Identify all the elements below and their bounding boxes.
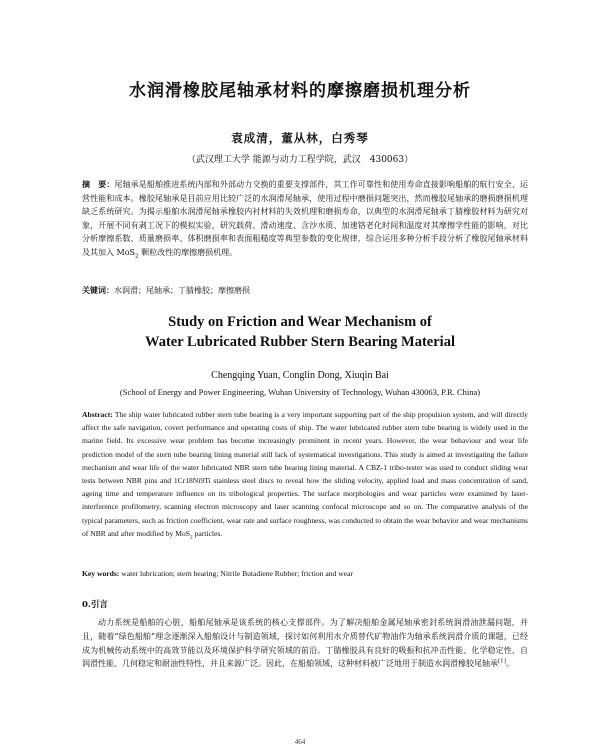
chinese-keywords-label: 关键词：: [82, 285, 114, 295]
english-abstract-subscript: 2: [190, 534, 193, 541]
english-abstract: [82, 408, 528, 540]
citation-reference: [1]: [498, 658, 506, 665]
english-title: [0, 312, 600, 352]
chinese-title: 水润滑橡胶尾轴承材料的摩擦磨损机理分析: [129, 81, 471, 101]
english-abstract-text: The ship water lubricated rubber stern tube bearing is a very important supporting part of the ship propulsion system, and will directly affect the safe navigation, covert performance and operating costs of ship. The water lubricated rubber stern tube bearing is widely used in the marine field. Its excessive wear problem has become increasingly prominent in recent years. However, the wear behaviour and wear life prediction model of the stern tube bearing lining material still lack of systematical investigations. This study is aimed at investigating the failure mechanism and wear life of the water lubricated NBR stern tube bearing lining material. A CBZ-1 tribo-tester was used to conduct sliding wear tests between NBR pins and 1Cr18Ni9Ti stainless steel discs to reveal how the sliding velocity, applied load and mass concentration of sand, ageing time and temperature influence on its tribological properties. The surface morphologies and wear particles were examined by laser-interference profilometry, scanning electron microscopy and laser scanning confocal microscope and so on. The comparative analysis of the typical parameters, such as friction coefficient, wear rate and surface roughness, was conducted to obtain the wear behavior and wear mechanisms of NBR and after modified by MoS: [82, 410, 528, 538]
english-abstract-text-end: particles.: [192, 528, 223, 538]
chinese-keywords-text: 水润滑；尾轴承；丁腈橡胶；摩擦磨损: [114, 286, 250, 295]
introduction-paragraph: [82, 616, 528, 671]
english-keywords-text: water lubrication; stern bearing; Nitrile Butadiene Rubber; friction and wear: [119, 569, 353, 578]
chinese-abstract-subscript: 2: [135, 253, 139, 260]
english-title-line-2: Water Lubricated Rubber Stern Bearing Material: [145, 334, 455, 350]
english-title-line-1: Study on Friction and Wear Mechanism of: [168, 314, 432, 330]
page-number: 464: [294, 738, 306, 746]
chinese-keywords: [82, 284, 528, 297]
section-heading-introduction: 0.引言: [82, 600, 108, 610]
introduction-text-end: 。: [505, 659, 514, 669]
chinese-abstract: [82, 178, 528, 260]
english-abstract-label: Abstract:: [82, 410, 113, 419]
introduction-text: 动力系统是船舶的心脏，船舶尾轴承是该系统的核心支撑部件。为了解决船舶金属尾轴承密封系统润滑油泄漏问题，并且，随着“绿色船舶”理念逐渐深入船舶设计与制造领域，探讨如何利用水介质替代矿物油作为轴承系统润滑介质的课题，已经成为机械传动系统中的高效节能以及环境保护科学研究领域的前沿。丁腈橡胶具有良好的吸振和抗冲击性能、化学稳定性、自润滑性能、几何稳定和耐油性特性，并且来源广泛。因此，在船舶领域，这种材料被广泛地用于制造水润滑橡胶尾轴承: [82, 618, 528, 669]
english-affiliation: (School of Energy and Power Engineering, Wuhan University of Technology, Wuhan 430063, P.R. China): [119, 387, 481, 397]
chinese-abstract-label: 摘 要：: [82, 179, 115, 189]
english-authors: Chengqing Yuan, Conglin Dong, Xiuqin Bai: [211, 370, 389, 381]
chinese-affiliation: （武汉理工大学 能源与动力工程学院，武汉 430063）: [186, 155, 414, 165]
english-keywords: [82, 568, 528, 580]
chinese-abstract-text-end: 颗粒改性的摩擦磨损机理。: [138, 247, 238, 257]
english-keywords-label: Key words:: [82, 569, 120, 578]
chinese-abstract-text: 尾轴承是船舶推进系统内部和外部动力交换的重要支撑部件，其工作可靠性和使用寿命直接影响船舶的航行安全、运营性能和成本。橡胶尾轴承是目前应用比较广泛的水润滑尾轴承，使用过程中磨损问题突出，然而橡胶尾轴承的磨损磨损机理缺乏系统研究。为揭示船舶水润滑尾轴承橡胶内衬材料的失效机理和磨损寿命，以典型的水润滑尾轴承丁腈橡胶材料为研究对象，开展不同有剥工况下的模拟实验，研究载荷、滑动速度、含沙水质、加速铬老化时间和温度对其摩擦学性能的影响，对比分析摩擦系数、质量磨损率、体积磨损率和表面粗糙度等典型参数的变化规律，综合运用多种分析手段分析了橡胶尾轴承材料及其加入 MoS: [82, 180, 529, 257]
chinese-authors: 袁成清，董从林，白秀琴: [231, 131, 369, 145]
